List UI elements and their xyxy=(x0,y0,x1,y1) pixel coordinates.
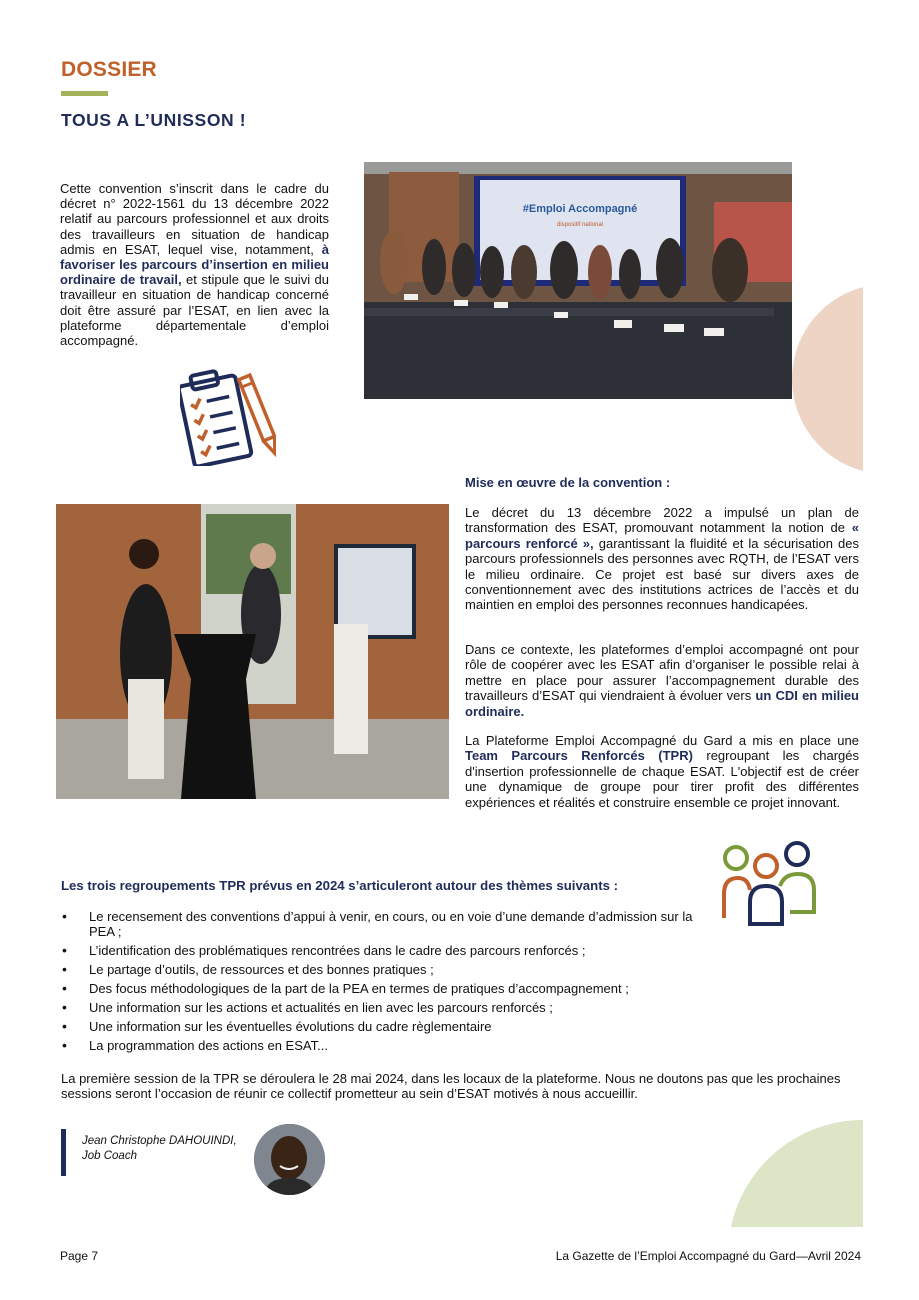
closing-paragraph: La première session de la TPR se déroulera le 28 mai 2024, dans les locaux de la plateforme. Nous ne doutons pas que les prochaines sessions seront l’occasion de réunir ce collectif prometteur au sein d’ESAT motivés à nous accueillir. xyxy=(61,1071,841,1102)
list-item: • Une information sur les actions et actualités en lien avec les parcours renforcés ; xyxy=(61,1000,711,1015)
people-group-icon xyxy=(718,838,822,928)
page-number: Page 7 xyxy=(60,1249,99,1263)
list-item: • Le partage d’outils, de ressources et des bonnes pratiques ; xyxy=(61,962,711,977)
author-role: Job Coach xyxy=(82,1150,137,1162)
list-item: • L’identification des problématiques rencontrées dans le cadre des parcours renforcés ; xyxy=(61,943,711,958)
p2-text: Dans ce contexte, les plateformes d’emploi accompagné ont pour rôle de coopérer avec les ESAT afin d’organiser le possible relai à mettre en place pour assurer l’accompagnement durable des travailleurs d’ESAT qui viendraient à évoluer vers xyxy=(465,642,859,704)
intro-highlight: à favoriser les parcours d’insertion en milieu ordinaire de travail, xyxy=(60,241,329,288)
themes-heading: Les trois regroupements TPR prévus en 2024 s’articuleront autour des thèmes suivants : xyxy=(61,878,618,893)
list-item: • Le recensement des conventions d’appui à venir, en cours, ou en voie d’une demande d’admission sur la PEA ; xyxy=(61,909,711,939)
intro-text: Cette convention s’inscrit dans le cadre du décret n° 2022-1561 du 13 décembre 2022 relatif au parcours professionnel et aux droits des travailleurs en situation de handicap admis en ESAT, lequel vise, notamment, xyxy=(60,181,329,257)
signing-ceremony-illustration xyxy=(364,162,792,399)
article-title: TOUS A L’UNISSON ! xyxy=(61,110,247,130)
author-signature xyxy=(82,1134,237,1164)
p1-highlight: « parcours renforcé », xyxy=(465,520,859,551)
intro-paragraph xyxy=(60,181,329,348)
author-avatar xyxy=(254,1124,325,1195)
paragraph-1 xyxy=(465,505,859,613)
paragraph-2 xyxy=(465,642,859,719)
themes-list xyxy=(61,909,711,1057)
speaker-photo xyxy=(56,504,449,799)
author-name: Jean Christophe DAHOUINDI, xyxy=(82,1135,237,1147)
publication-footer: La Gazette de l’Emploi Accompagné du Gard—Avril 2024 xyxy=(555,1249,861,1263)
clipboard-checklist-icon xyxy=(180,366,276,466)
section-label: DOSSIER xyxy=(61,58,157,81)
speaker-illustration xyxy=(56,504,449,799)
p1-text-end: garantissant la fluidité et la sécurisation des parcours professionnels des personnes avec RQTH, de l’ESAT vers le milieu ordinaire. Ce projet est basé sur divers axes de conventionnement avec des institutions actrices de l’accès et du maintien en emploi des personnes reconnues handicapées. xyxy=(465,535,860,613)
list-item: • Une information sur les éventuelles évolutions du cadre règlementaire xyxy=(61,1019,711,1034)
p3-text-end: regroupant les chargés d'insertion professionnelle de chaque ESAT. L'objectif est de créer une dynamique de groupe pour tirer profit des différentes expériences et réalités et construire ensemble ce projet innovant. xyxy=(465,748,859,810)
screen-subtitle: dispositif national xyxy=(556,222,604,228)
list-item: • Des focus méthodologiques de la part de la PEA en termes de pratiques d’accompagnement ; xyxy=(61,981,711,996)
peach-half-circle-decoration xyxy=(792,284,863,474)
paragraph-3 xyxy=(465,733,859,810)
list-item: • La programmation des actions en ESAT... xyxy=(61,1038,711,1053)
p3-highlight: Team Parcours Renforcés (TPR) xyxy=(465,748,693,764)
green-half-circle-decoration xyxy=(728,1120,863,1227)
p3-text: La Plateforme Emploi Accompagné du Gard a mis en place une xyxy=(465,733,859,748)
intro-text-end: et stipule que le suivi du travailleur en situation de handicap concerné doit être assuré par l’ESAT, en lien avec la plateforme départementale d’emploi accompagné. xyxy=(60,272,329,349)
section-underline xyxy=(61,91,108,96)
section-heading: Mise en œuvre de la convention : xyxy=(465,475,671,490)
p2-highlight: un CDI en milieu ordinaire. xyxy=(465,688,859,719)
p1-text: Le décret du 13 décembre 2022 a impulsé un plan de transformation des ESAT, promouvant notamment la notion de xyxy=(465,505,859,536)
signing-ceremony-photo xyxy=(364,162,792,399)
author-accent-bar xyxy=(61,1129,66,1176)
screen-title: #Emploi Accompagné xyxy=(522,203,638,215)
